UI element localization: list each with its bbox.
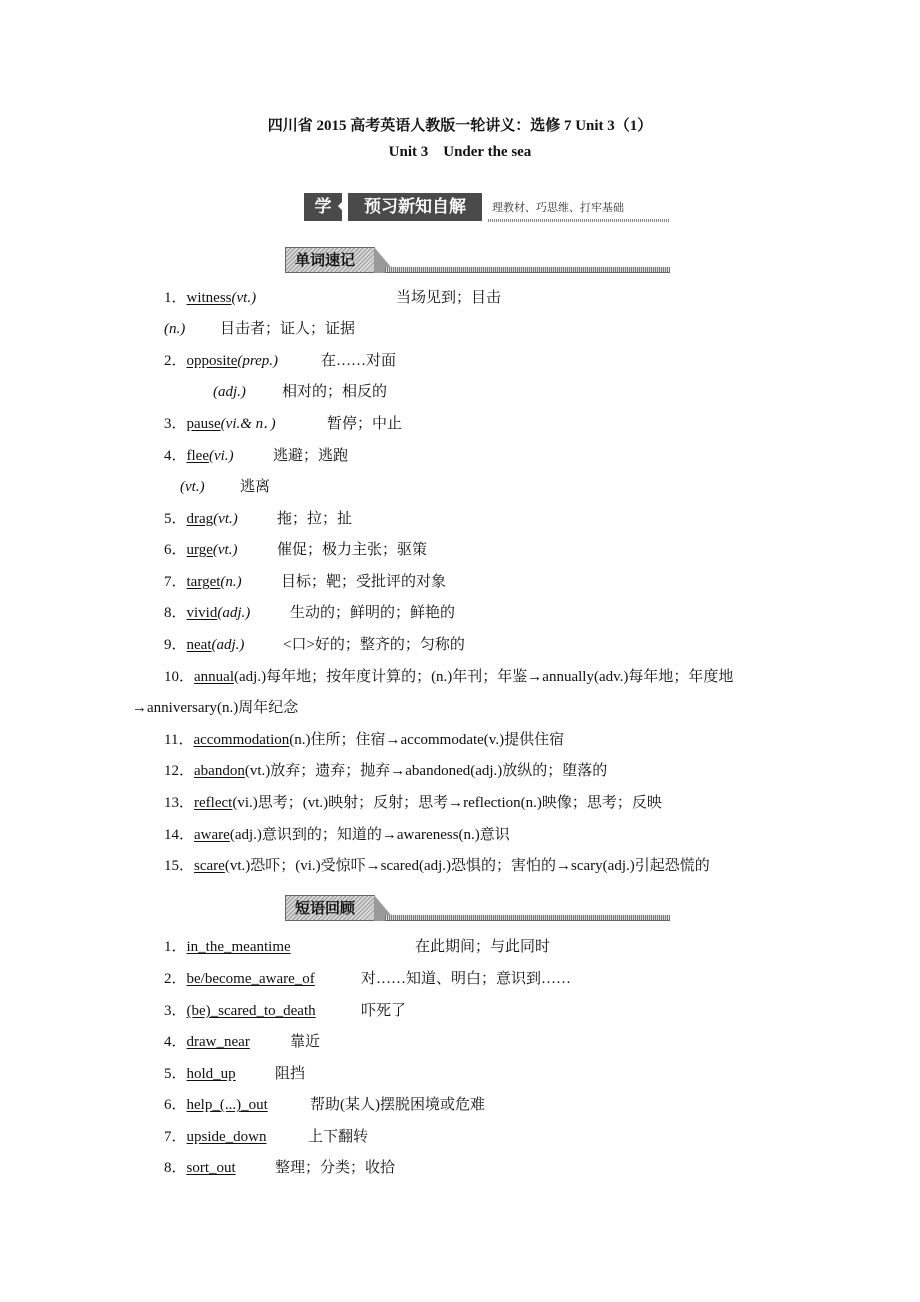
section-header-rule — [385, 915, 670, 921]
list-item — [180, 477, 205, 497]
item-rest: (vi.)思考；(vt.)映射；反射；思考→reflection(n.)映像；思考；反映 — [232, 795, 662, 811]
item-number: 15． — [164, 858, 195, 874]
item-rest: (vt.)恐吓；(vi.)受惊吓→scared(adj.)恐惧的；害怕的→scary(adj.)引起恐慌的 — [224, 858, 710, 874]
list-item — [164, 414, 276, 434]
item-pos: (adj.) — [213, 384, 246, 400]
list-item — [164, 1095, 268, 1115]
item-number: 3． — [164, 416, 187, 432]
list-item — [213, 382, 246, 402]
item-word: annual — [194, 669, 234, 685]
list-item — [164, 730, 564, 750]
item-word: accommodation — [193, 732, 290, 748]
document-title: 四川省 2015 高考英语人教版一轮讲义：选修 7 Unit 3（1） — [267, 118, 653, 134]
item-number: 7． — [164, 1129, 187, 1145]
item-definition: 帮助(某人)摆脱困境或危难 — [310, 1097, 485, 1113]
item-definition: 阻挡 — [275, 1066, 306, 1082]
item-word: drag — [186, 511, 214, 527]
item-rest: (n.)住所；住宿→accommodate(v.)提供住宿 — [289, 732, 565, 748]
list-item — [164, 446, 234, 466]
section-header-phrases — [285, 893, 670, 921]
item-pos: (n.) — [220, 574, 242, 590]
item-number: 1． — [164, 939, 187, 955]
item-definition: 靠近 — [290, 1034, 321, 1050]
item-definition: 在此期间；与此同时 — [415, 939, 551, 955]
list-item — [164, 1127, 267, 1147]
list-item — [164, 761, 607, 781]
item-number: 2． — [164, 971, 187, 987]
list-item — [164, 603, 250, 623]
item-number: 4． — [164, 1034, 187, 1050]
item-word: neat — [186, 637, 212, 653]
list-item — [164, 793, 662, 813]
item-number: 9． — [164, 637, 187, 653]
list-item — [164, 1001, 316, 1021]
item-pos: (n.) — [164, 321, 186, 337]
section-header-label: 单词速记 — [295, 251, 356, 269]
section-banner — [304, 193, 670, 223]
item-pos: (adj.) — [217, 605, 251, 621]
item-number: 2． — [164, 353, 187, 369]
list-item — [164, 288, 256, 308]
list-item — [164, 635, 244, 655]
item-pos: (vi.& n．) — [220, 416, 276, 432]
item-phrase: (be)_scared_to_death — [186, 1003, 316, 1019]
item-number: 10． — [164, 669, 195, 685]
item-number: 12． — [164, 763, 195, 779]
list-item — [164, 509, 238, 529]
item-pos: (vi.) — [209, 448, 234, 464]
item-number: 14． — [164, 827, 195, 843]
list-item — [164, 1064, 236, 1084]
item-phrase: in_the_meantime — [186, 939, 291, 955]
item-phrase: help_(...)_out — [186, 1097, 268, 1113]
item-number: 6． — [164, 1097, 187, 1113]
item-definition: 暂停；中止 — [327, 416, 403, 432]
item-number: 5． — [164, 1066, 187, 1082]
list-item — [164, 540, 237, 560]
section-header-label: 短语回顾 — [295, 899, 356, 917]
item-number: 13． — [164, 795, 195, 811]
section-header-rule — [385, 267, 670, 273]
item-pos: (vt.) — [231, 290, 257, 306]
item-number: 11． — [164, 732, 194, 748]
item-word: scare — [194, 858, 225, 874]
item-definition: 逃离 — [240, 479, 271, 495]
item-word: target — [186, 574, 221, 590]
list-item-continuation: →anniversary(n.)周年纪念 — [132, 700, 299, 716]
list-item — [164, 825, 510, 845]
item-word: urge — [186, 542, 213, 558]
banner-rule — [488, 219, 670, 222]
banner-title: 预习新知自解 — [348, 193, 482, 221]
list-item — [164, 856, 710, 876]
item-rest: (vt.)放弃；遗弃；抛弃→abandoned(adj.)放纵的；堕落的 — [244, 763, 608, 779]
list-item — [164, 1158, 236, 1178]
banner-subtitle: 理教材、巧思维、打牢基础 — [492, 201, 624, 214]
item-number: 8． — [164, 1160, 187, 1176]
item-word: vivid — [186, 605, 218, 621]
item-phrase: hold_up — [186, 1066, 236, 1082]
item-number: 3． — [164, 1003, 187, 1019]
list-item — [164, 351, 278, 371]
item-pos: (adj.) — [211, 637, 245, 653]
item-definition: 催促；极力主张；驱策 — [277, 542, 428, 558]
list-item — [164, 319, 185, 339]
item-number: 5． — [164, 511, 187, 527]
item-definition: 上下翻转 — [308, 1129, 369, 1145]
item-definition: 当场见到；目击 — [396, 290, 502, 306]
item-phrase: be/become_aware_of — [186, 971, 315, 987]
item-definition: 相对的；相反的 — [282, 384, 388, 400]
item-number: 7． — [164, 574, 187, 590]
item-definition: 吓死了 — [361, 1003, 407, 1019]
list-item — [164, 572, 242, 592]
item-number: 4． — [164, 448, 187, 464]
banner-tag: 学 — [304, 193, 342, 221]
item-pos: (vt.) — [212, 542, 238, 558]
item-number: 1． — [164, 290, 187, 306]
item-definition: 目标；靶；受批评的对象 — [281, 574, 447, 590]
item-number: 8． — [164, 605, 187, 621]
item-number: 6． — [164, 542, 187, 558]
item-definition: 逃避；逃跑 — [273, 448, 349, 464]
item-word: witness — [186, 290, 232, 306]
item-pos: (vt.) — [180, 479, 205, 495]
item-word: flee — [186, 448, 209, 464]
item-rest: (adj.)每年地；按年度计算的；(n.)年刊；年鉴→annually(adv.)每年地；年度地 — [234, 669, 734, 685]
section-header-words — [285, 245, 670, 273]
unit-subtitle: Unit 3 Under the sea — [388, 144, 532, 160]
item-word: abandon — [194, 763, 245, 779]
item-definition: 在……对面 — [321, 353, 397, 369]
item-definition: <口>好的；整齐的；匀称的 — [283, 637, 465, 653]
item-definition: 拖；拉；扯 — [277, 511, 353, 527]
item-definition: 目击者；证人；证据 — [220, 321, 356, 337]
item-pos: (prep.) — [237, 353, 279, 369]
item-phrase: upside_down — [186, 1129, 267, 1145]
item-word: pause — [186, 416, 221, 432]
item-pos: (vt.) — [213, 511, 238, 527]
item-definition: 对……知道、明白；意识到…… — [361, 971, 572, 987]
list-item — [164, 667, 733, 687]
item-definition: 生动的；鲜明的；鲜艳的 — [290, 605, 456, 621]
item-phrase: sort_out — [186, 1160, 236, 1176]
item-definition: 整理；分类；收拾 — [275, 1160, 396, 1176]
item-word: aware — [194, 827, 230, 843]
item-word: reflect — [194, 795, 233, 811]
item-word: opposite — [186, 353, 238, 369]
item-rest: (adj.)意识到的；知道的→awareness(n.)意识 — [229, 827, 510, 843]
item-phrase: draw_near — [186, 1034, 250, 1050]
list-item — [164, 969, 315, 989]
list-item — [164, 937, 291, 957]
list-item — [164, 1032, 250, 1052]
